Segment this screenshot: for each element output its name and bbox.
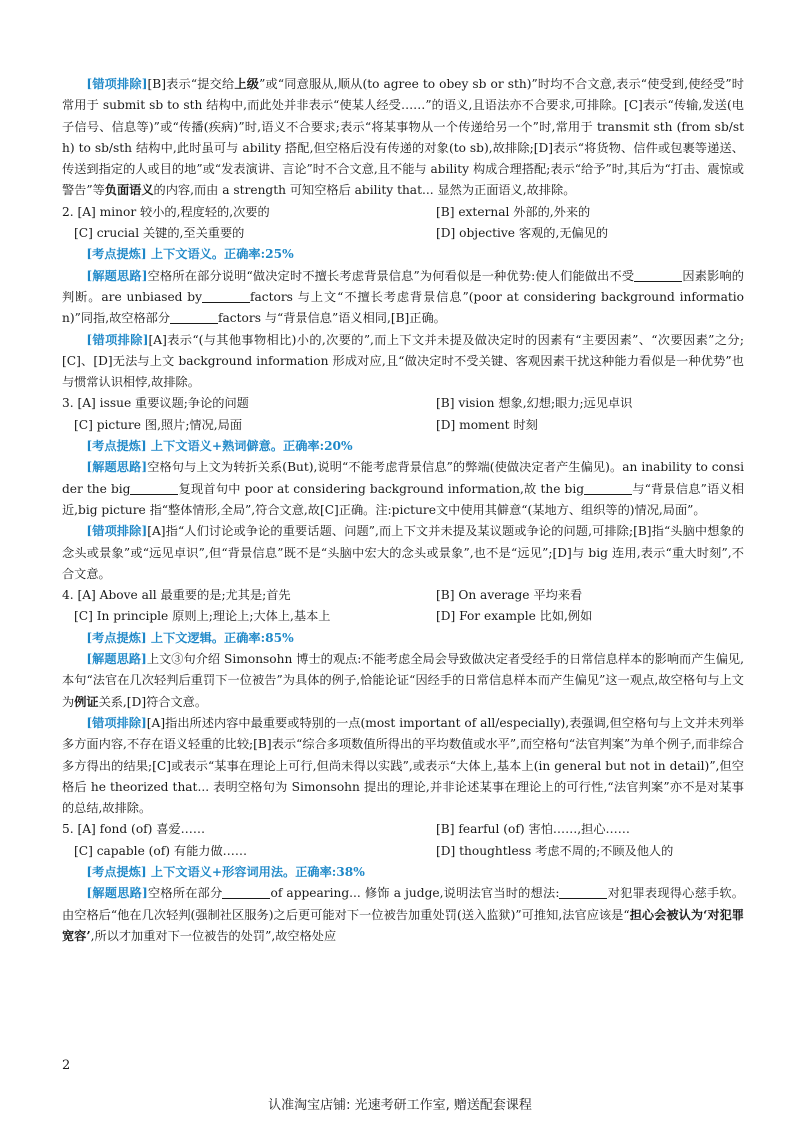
solution-tag: [解题思路] [86,460,148,475]
q4-key-point: [考点提炼] 上下文逻辑。正确率:85% [86,630,294,645]
q2-option-a: 2. [A] minor 较小的,程度轻的,次要的 [62,204,270,219]
q5-option-d: [D] thoughtless 考虑不周的;不顾及他人的 [436,843,674,858]
blank-line [222,884,270,899]
q2-solution: [解题思路]空格所在部分说明“做决定时不擅长考虑背景信息”为何看似是一种优势:使人们能做出不受 因素影响的判断。are unbiased by factors 与上文“不擅长考虑背景信息”(poor at considering background information)”同指,故空格部分 factors 与“背景信息”语义相同,[B]正确。 [62,268,744,326]
q5-key-point: [考点提炼] 上下文语义+形容词用法。正确率:38% [86,864,365,879]
q1-error-elimination: [错项排除][B]表示“提交给上级”或“同意服从,顺从(to agree to obey sb or sth)”时均不合文意,表示“使受到,使经受”时常用于 submit sb to sth 结构中,而此处并非表示“使某人经受……”的语义,且语法亦不合要求,可排除。[C]表示“传输,发送(电子信号、信息等)”或“传播(疾病)”时,语义不合要求;表示“将某事物从一个传递给另一个”时,常用于 transmit sth (from sb/sth) to sb/sth 结构中,此时虽可与 ability 搭配,但空格后没有传递的对象(to sb),故排除;[D]表示“将货物、信件或包裹等递送、传送到指定的人或目的地”或“发表演讲、言论”时不合文意,且不能与 ability 构成合理搭配;表示“给予”时,其后为“打击、震惊或警告”等负面语义的内容,而由 a strength 可知空格后 ability that... 显然为正面语义,故排除。 [62,77,744,198]
q4-option-c: [C] In principle 原则上;理论上;大体上,基本上 [74,609,331,624]
q2-options-row-1 [62,202,744,223]
q3-options-row-1 [62,393,744,414]
q2-options-row-2 [62,223,744,244]
page-number: 2 [62,1058,71,1073]
q5-options-row-1 [62,819,744,840]
q3-solution: [解题思路]空格句与上文为转折关系(But),说明“不能考虑背景信息”的弊端(使做决定者产生偏见)。an inability to consider the big 复现首句中 poor at considering background information,故 the big 与“背景信息”语义相近,big picture 指“整体情形,全局”,符合文意,故[C]正确。注:picture文中使用其僻意“(某地方、组织等的)情况,局面”。 [62,460,744,517]
q5-solution: [解题思路]空格所在部分 of appearing... 修饰 a judge,说明法官当时的想法: 对犯罪表现得心慈手软。由空格后“他在几次轻判(强制社区服务)之后更可能对下一位被告加重处罚(送入监狱)”可推知,法官应该是“担心会被认为‘对犯罪宽容’,所以才加重对下一位被告的处罚”,故空格处应 [62,886,744,943]
q3-key-point: [考点提炼] 上下文语义+熟词僻意。正确率:20% [86,439,353,454]
q2-option-b: [B] external 外部的,外来的 [436,204,591,219]
solution-tag: [解题思路] [86,268,148,283]
q5-option-a: 5. [A] fond (of) 喜爱…… [62,822,206,837]
footer-notice: 认准淘宝店铺: 光速考研工作室, 赠送配套课程 [268,1098,532,1113]
solution-tag: [解题思路] [86,886,148,901]
q4-option-a: 4. [A] Above all 最重要的是;尤其是;首先 [62,588,291,603]
error-elimination-tag: [错项排除] [86,77,148,91]
q4-option-b: [B] On average 平均来看 [436,588,583,603]
q2-option-c: [C] crucial 关键的,至关重要的 [74,226,245,241]
q4-option-d: [D] For example 比如,例如 [436,609,593,624]
blank-line [202,288,250,303]
q3-option-d: [D] moment 时刻 [436,417,538,432]
blank-line [170,309,218,324]
q5-option-b: [B] fearful (of) 害怕……,担心…… [436,822,630,837]
blank-line [584,480,632,495]
q3-option-b: [B] vision 想象,幻想;眼力;远见卓识 [436,396,633,411]
blank-line [634,267,682,282]
q5-options-row-2 [62,841,744,862]
explanation-content [62,74,744,947]
q3-options-row-2 [62,415,744,436]
q3-error-elimination: [错项排除][A]指“人们讨论或争论的重要话题、问题”,而上下文并未提及某议题或争论的问题,可排除;[B]指“头脑中想象的念头或景象”或“远见卓识”,但“背景信息”既不是“头脑中宏大的念头或景象”,也不是“远见”;[D]与 big 连用,表示“重大时刻”,不合文意。 [62,524,744,581]
q2-option-d: [D] objective 客观的,无偏见的 [436,226,609,241]
error-elimination-tag: [错项排除] [86,524,148,539]
error-elimination-tag: [错项排除] [86,332,149,347]
q2-key-point: [考点提炼] 上下文语义。正确率:25% [86,247,294,262]
q5-option-c: [C] capable (of) 有能力做…… [74,843,248,858]
q4-options-row-1 [62,585,744,606]
q4-solution: [解题思路]上文③句介绍 Simonsohn 博士的观点:不能考虑全局会导致做决定者受经手的日常信息样本的影响而产生偏见,本句“法官在几次轻判后重罚下一位被告”为具体的例子,恰能论证“因经手的日常信息样本而产生偏见”这一观点,故空格句与上文为例证关系,[D]符合文意。 [62,652,744,709]
blank-line [559,884,607,899]
q4-options-row-2 [62,606,744,627]
q4-error-elimination: [错项排除][A]指出所述内容中最重要或特别的一点(most important of all/especially),表强调,但空格句与上文并未列举多方面内容,不存在语义轻重的比较;[B]表示“综合多项数值所得出的平均数值或水平”,而空格句“法官判案”为单个例子,而非综合多方得出的结果;[C]或表示“某事在理论上可行,但尚未得以实践”,或表示“大体上,基本上(in general but not in detail)”,但空格后 he theorized that... 表明空格句为 Simonsohn 提出的理论,并非论述某事在理论上的可行性,“法官判案”亦不是对某事的总结,故排除。 [62,715,744,816]
error-elimination-tag: [错项排除] [86,715,147,730]
q2-error-elimination: [错项排除][A]表示“(与其他事物相比)小的,次要的”,而上下文并未提及做决定时的因素有“主要因素”、“次要因素”之分;[C]、[D]无法与上文 background information 形成对应,且“做决定时不受关键、客观因素干扰这种能力看似是一种优势”也与惯常认识相悖,故排除。 [62,332,744,390]
q3-option-c: [C] picture 图,照片;情况,局面 [74,417,243,432]
q3-option-a: 3. [A] issue 重要议题;争论的问题 [62,396,249,411]
solution-tag: [解题思路] [86,652,147,667]
blank-line [130,480,178,495]
